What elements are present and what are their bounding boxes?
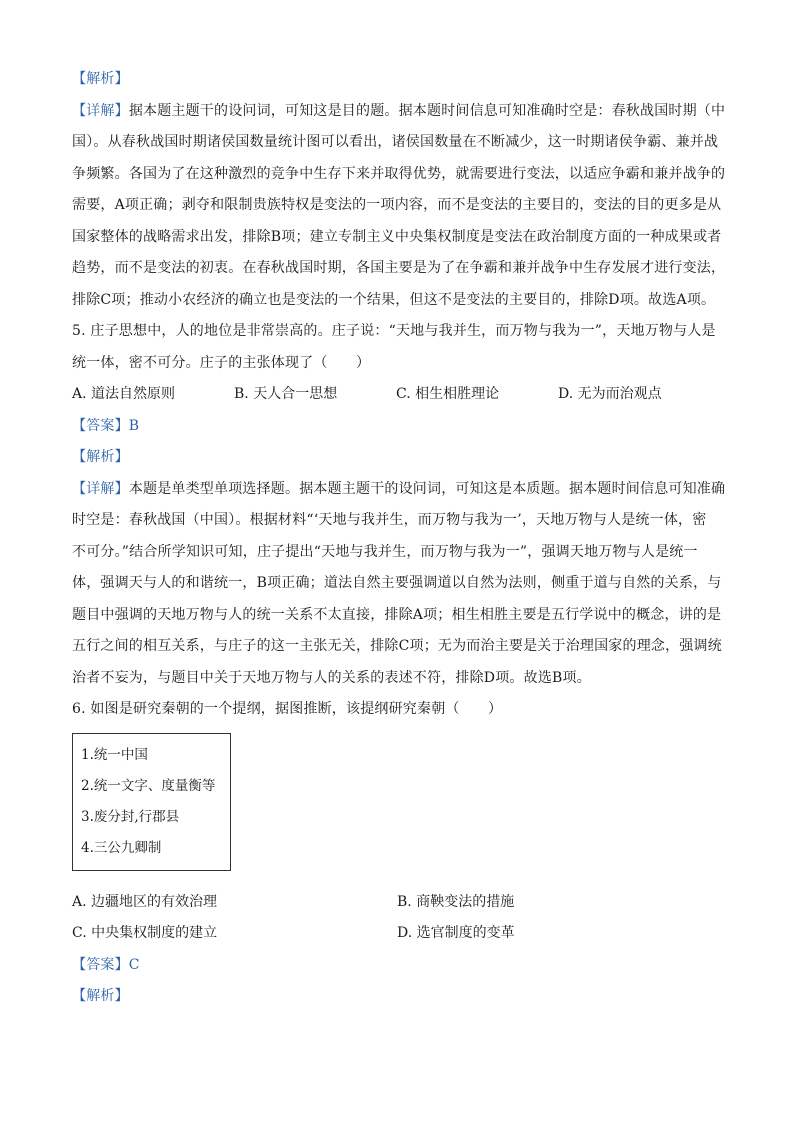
answer-label: 【答案】B (72, 417, 140, 434)
detail-paragraph-line: 【详解】据本题主题干的设问词，可知这是目的题。据本题时间信息可知准确时空是：春秋战国时期（中 (72, 102, 726, 119)
answer-label: 【答案】C (72, 956, 140, 973)
analysis-label: 【解析】 (72, 449, 129, 465)
option-d: D. 无为而治观点 (558, 386, 662, 402)
outline-item: 1.统一中国 (81, 746, 148, 763)
detail-paragraph-line: 争频繁。各国为了在这种激烈的竞争中生存下来并取得优势，就需要进行变法，以适应争霸和兼并战争的 (72, 165, 726, 182)
outline-item: 2.统一文字、度量衡等 (81, 777, 216, 794)
detail-paragraph-line: 治者不妄为，与题目中关于天地万物与人的关系的表述不符，排除D项。故选B项。 (72, 669, 591, 686)
detail-paragraph-line: 五行之间的相互关系，与庄子的这一主张无关，排除C项；无为而治主要是关于治理国家的理念，强调统 (72, 638, 722, 654)
question-5-stem: 统一体，密不可分。庄子的主张体现了（ ） (72, 354, 371, 371)
question-5-stem: 5. 庄子思想中，人的地位是非常崇高的。庄子说：“天地与我并生，而万物与我为一”，天地万物与人是 (72, 323, 716, 339)
detail-paragraph-line: 题目中强调的天地万物与人的统一关系不太直接，排除A项；相生相胜主要是五行学说中的概念，讲的是 (72, 606, 722, 623)
outline-item: 4.三公九卿制 (81, 839, 162, 856)
research-outline-box (72, 733, 231, 871)
detail-paragraph-line: 排除C项；推动小农经济的确立也是变法的一个结果，但这不是变法的主要目的，排除D项。故选A项。 (72, 291, 716, 308)
detail-paragraph-line: 体，强调天与人的和谐统一，B项正确；道法自然主要强调道以自然为法则，侧重于道与自然的关系，与 (72, 575, 722, 591)
detail-paragraph-line: 趋势，而不是变法的初衷。在春秋战国时期，各国主要是为了在争霸和兼并战争中生存发展才进行变法， (72, 260, 726, 276)
detail-paragraph-line: 需要，A项正确；剥夺和限制贵族特权是变法的一项内容，而不是变法的主要目的，变法的目的更多是从 (72, 197, 722, 213)
option-a: A. 边疆地区的有效治理 (72, 893, 218, 910)
question-5-options (72, 379, 724, 411)
detail-paragraph-line: 时空是：春秋战国（中国）。根据材料“‘天地与我并生，而万物与我为一’，天地万物与人是统一体，密 (72, 512, 707, 528)
detail-paragraph-line: 国家整体的战略需求出发，排除B项；建立专制主义中央集权制度是变法在政治制度方面的一种成果或者 (72, 228, 722, 245)
option-c: C. 相生相胜理论 (396, 386, 500, 402)
detail-label: 【详解】 (72, 102, 129, 119)
detail-paragraph-line: 【详解】本题是单类型单项选择题。据本题主题干的设问词，可知这是本质题。据本题时间信息可知准确 (72, 480, 726, 497)
option-c: C. 中央集权制度的建立 (72, 925, 218, 941)
outline-item: 3.废分封,行郡县 (81, 808, 180, 825)
analysis-label: 【解析】 (72, 71, 129, 87)
option-a: A. 道法自然原则 (72, 386, 176, 402)
analysis-label: 【解析】 (72, 988, 129, 1004)
question-6-stem: 6. 如图是研究秦朝的一个提纲，据图推断，该提纲研究秦朝（ ） (72, 701, 503, 717)
detail-paragraph-line: 国）。从春秋战国时期诸侯国数量统计图可以看出，诸侯国数量在不断减少，这一时期诸侯争霸、兼并战 (72, 134, 719, 150)
detail-label: 【详解】 (72, 480, 129, 497)
option-b: B. 天人合一思想 (234, 386, 338, 402)
document-page (72, 64, 724, 1013)
detail-paragraph-line: 不可分。”结合所学知识可知，庄子提出“天地与我并生，而万物与我为一”，强调天地万物与人是统一 (72, 543, 698, 560)
option-b: B. 商鞅变法的措施 (397, 893, 515, 910)
option-d: D. 选官制度的变革 (397, 925, 515, 941)
question-6-options-row2 (72, 918, 724, 950)
question-6-options-row1 (72, 887, 724, 919)
